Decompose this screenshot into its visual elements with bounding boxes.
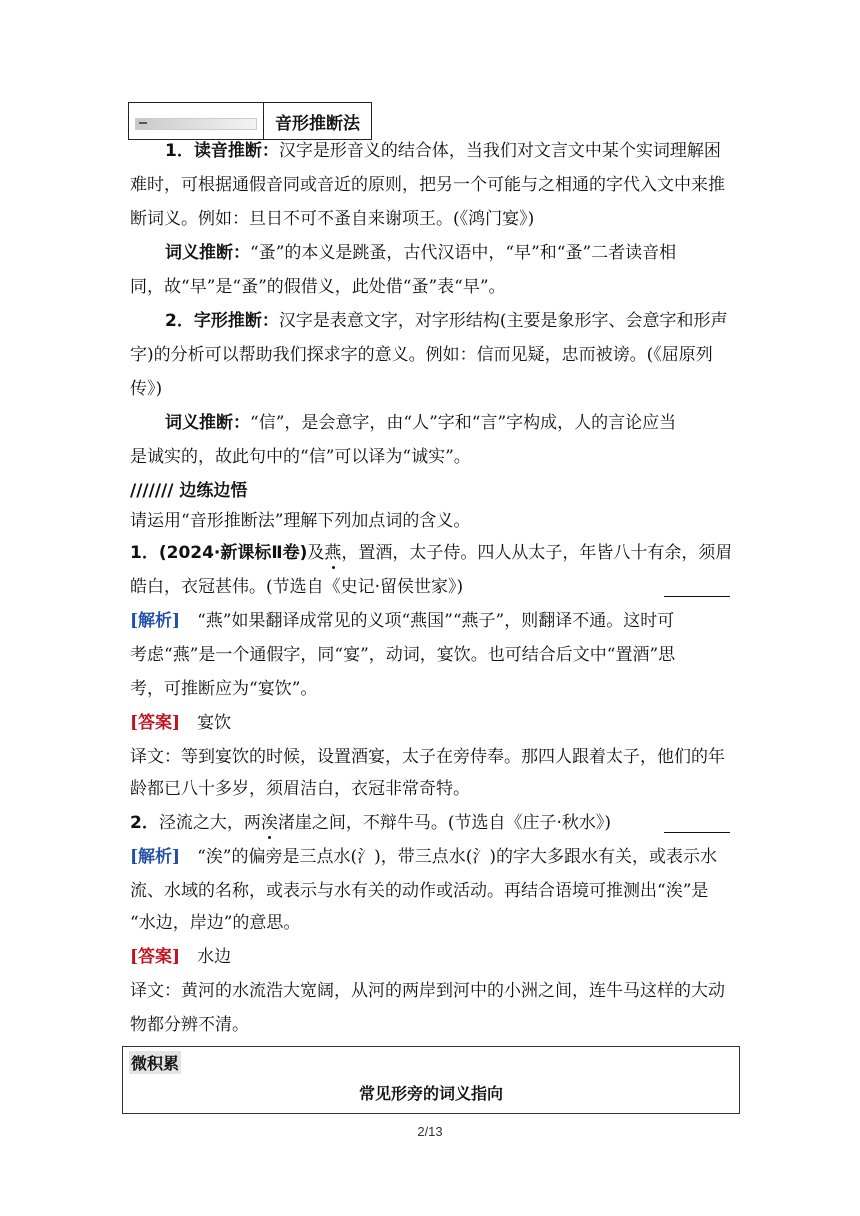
q1-analysis-line1: [解析] “燕”如果翻译成常见的义项“燕国”“燕子”，则翻译不通。这时可 [130,611,675,631]
q2-analysis-line3: “水边，岸边”的意思。 [130,913,301,933]
weiji-title: 常见形旁的词义指向 [358,1084,503,1103]
practice-heading: /////// 边练边悟 [130,481,248,501]
weiji-box [122,1046,740,1114]
q1-translation-line2: 龄都已八十多岁，须眉洁白，衣冠非常奇特。 [130,779,470,799]
q2-analysis-line1: [解析] “涘”的偏旁是三点水(氵)，带三点水(氵)的字大多跟水有关，或表示水 [130,847,718,867]
dotted-word: 燕 [324,543,342,563]
q2-analysis-line2: 流、水域的名称，或表示与水有关的动作或活动。再结合语境可推测出“涘”是 [130,881,709,901]
q2-answer: [答案] 水边 [130,947,232,967]
q1-analysis-line2: 考虑“燕”是一个通假字，同“宴”，动词，宴饮。也可结合后文中“置酒”思 [130,645,676,665]
p1-line3: 断词义。例如：旦日不可不蚤自来谢项王。(《鸿门宴》) [130,209,535,229]
p2b-line1: 词义推断：“信”，是会意字，由“人”字和“言”字构成，人的言论应当 [165,413,677,433]
weiji-tag: 微积累 [129,1051,181,1074]
q1-answer-blank [664,596,730,597]
section-header-box [128,102,372,140]
q1-line1: 1．(2024·新课标Ⅱ卷)及燕，置酒，太子侍。四人从太子，年皆八十有余，须眉 [130,543,733,563]
p1-line1: 1．读音推断：汉字是形音义的结合体，当我们对文言文中某个实词理解困 [165,141,721,161]
q2-translation-line2: 物都分辨不清。 [130,1015,249,1035]
page-number: 2/13 [417,1124,443,1139]
header-decoration [129,103,264,139]
section-title: 音形推断法 [275,113,360,134]
q1-analysis-line3: 考，可推断应为“宴饮”。 [130,679,318,699]
practice-instruction: 请运用“音形推断法”理解下列加点词的含义。 [130,511,471,531]
q1-answer: [答案] 宴饮 [130,713,232,733]
p2-line1: 2．字形推断：汉字是表意文字，对字形结构(主要是象形字、会意字和形声 [165,311,728,331]
q2-answer-blank [664,832,730,833]
q1-translation-line1: 译文：等到宴饮的时候，设置酒宴，太子在旁侍奉。那四人跟着太子，他们的年 [130,747,725,767]
p2-line2: 字)的分析可以帮助我们探求字的意义。例如：信而见疑，忠而被谤。(《屈原列 [130,345,713,365]
p2-line3: 传》) [130,379,163,399]
dotted-word: 涘 [260,813,278,833]
p2b-line2: 是诚实的，故此句中的“信”可以译为“诚实”。 [130,447,471,467]
q1-line2: 皓白，衣冠甚伟。(节选自《史记·留侯世家》) [130,577,464,597]
p1-line2: 难时，可根据通假音同或音近的原则，把另一个可能与之相通的字代入文中来推 [130,175,725,195]
q2-translation-line1: 译文：黄河的水流浩大宽阔，从河的两岸到河中的小洲之间，连牛马这样的大动 [130,981,725,1001]
q2-line1: 2．泾流之大，两涘渚崖之间，不辩牛马。(节选自《庄子·秋水》) [130,813,612,833]
p1b-line2: 同，故“早”是“蚤”的假借义，此处借“蚤”表“早”。 [130,277,506,297]
p1b-line1: 词义推断：“蚤”的本义是跳蚤，古代汉语中，“早”和“蚤”二者读音相 [165,243,677,263]
